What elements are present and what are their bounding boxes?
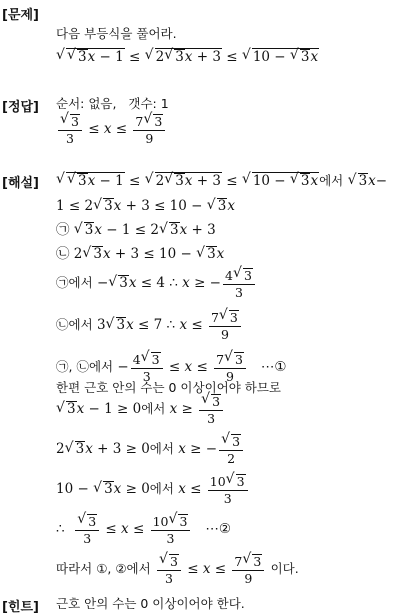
answer-order: 순서: 없음, [56,96,117,111]
explanation-tag: [해설] [2,176,39,191]
answer-meta [56,96,169,112]
problem-inequality: √ √ 3x − 1 ≤ √ 2√ 3x + 3 ≤ √ 10 − √ 3x [56,48,319,65]
answer-tag: [정답] [2,100,39,115]
problem-statement: 다음 부등식을 풀어라. [56,26,177,41]
explanation-cond-3: 10 − √ 3x ≥ 0에서 x ≤ $\frac{10√ 3}{3}$ [56,474,250,505]
explanation-cond-1: √ 3x − 1 ≥ 0에서 x ≥ √ $\frac{3}{3}$ [56,394,225,425]
explanation-result-b: ㉡에서 3√ 3x ≤ 7 ∴ x ≤ $\frac{7√ 3}{9}$ [56,310,243,341]
explanation-range-2: ∴ √ $\frac{3}{3}$ ≤ x ≤ $\frac{10√ 3}{3}$ ⋯② [56,514,231,545]
explanation-cond-2: 2√ 3x + 3 ≥ 0에서 x ≥ − √ $\frac{3}{2}$ [56,434,245,465]
answer-result: √ $\frac{3}{3}$ ≤ x ≤ $\frac{7√ 3}{9}$ [56,114,167,145]
hint-text: 근호 안의 수는 0 이상이어야 한다. [56,596,245,611]
problem-tag: [문제] [2,8,39,23]
hint-tag: [힌트] [2,600,39,615]
explanation-step-a: ㉠ √ 3x − 1 ≤ 2√ 3x + 3 [56,222,216,238]
explanation-final: 따라서 ①, ②에서 √ $\frac{3}{3}$ ≤ x ≤ $\frac{7√ 3}{9}$ 이다. [56,554,299,585]
explanation-line-2: 1 ≤ 2√ 3x + 3 ≤ 10 − √ 3x [56,198,235,214]
explanation-result-a: ㉠에서 −√ 3x ≤ 4 ∴ x ≥ − $\frac{4√ 3}{3}$ [56,268,257,299]
explanation-line-1: √ √ 3x − 1 ≤ √ 2√ 3x + 3 ≤ √ 10 − √ 3x에서 √ 3x− [56,172,387,189]
explanation-step-b: ㉡ 2√ 3x + 3 ≤ 10 − √ 3x [56,246,224,262]
answer-count: 갯수: 1 [128,96,169,111]
explanation-root-condition: 한편 근호 안의 수는 0 이상이어야 하므로 [56,380,281,395]
explanation-combined: ㉠, ㉡에서 − $\frac{4√ 3}{3}$ ≤ x ≤ $\frac{7√ 3}{9}$ ⋯① [56,352,286,383]
